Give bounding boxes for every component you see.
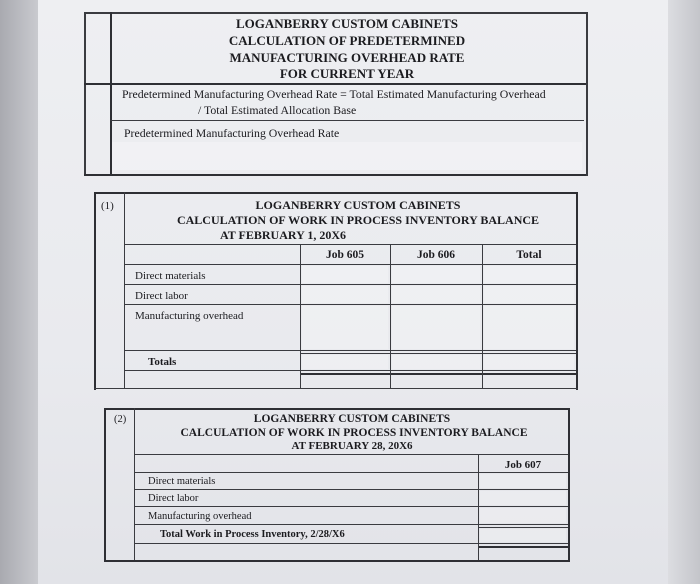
input-total-moh[interactable] (484, 306, 574, 349)
input-grand-total[interactable] (484, 355, 574, 369)
input-job605-dl[interactable] (302, 286, 388, 303)
section1-title-line-1: LOGANBERRY CUSTOM CABINETS (235, 16, 459, 31)
section1-title-line-3: MANUFACTURING OVERHEAD RATE (229, 50, 465, 65)
section1-title-line-2: CALCULATION OF PREDETERMINED (228, 33, 466, 48)
section3-title-line-3: AT FEBRUARY 28, 20X6 (291, 440, 413, 452)
input-job607-moh[interactable] (480, 508, 566, 523)
column-job-605: Job 605 (325, 249, 365, 261)
row-direct-labor: Direct labor (135, 290, 188, 302)
row-manufacturing-overhead-feb28: Manufacturing overhead (148, 511, 252, 522)
column-job-606: Job 606 (416, 249, 456, 261)
row-direct-labor-feb28: Direct labor (148, 493, 199, 504)
input-job605-moh[interactable] (302, 306, 388, 349)
section2-title-line-3: AT FEBRUARY 1, 20X6 (219, 228, 347, 242)
input-job606-total[interactable] (392, 355, 480, 369)
column-job-607: Job 607 (504, 459, 542, 471)
rate-label: Predetermined Manufacturing Overhead Rate (124, 126, 340, 140)
row-totals: Totals (148, 356, 177, 368)
row-direct-materials: Direct materials (135, 270, 206, 282)
input-job606-dm[interactable] (392, 266, 480, 283)
section2-number: (1) (101, 200, 114, 212)
rate-answer-field[interactable] (112, 142, 582, 170)
input-job607-total[interactable] (480, 529, 566, 542)
background-right (668, 0, 700, 584)
background-left (0, 0, 38, 584)
section1-title-line-4: FOR CURRENT YEAR (279, 66, 415, 81)
row-total-wip-feb28: Total Work in Process Inventory, 2/28/X6 (160, 529, 345, 540)
section2-title-line-1: LOGANBERRY CUSTOM CABINETS (255, 198, 461, 212)
section3-title-line-2: CALCULATION OF WORK IN PROCESS INVENTORY BALANCE (180, 427, 528, 439)
section2-title-line-2: CALCULATION OF WORK IN PROCESS INVENTORY BALANCE (176, 213, 540, 227)
row-manufacturing-overhead: Manufacturing overhead (135, 310, 244, 322)
rate-formula-line-2: / Total Estimated Allocation Base (198, 103, 357, 117)
input-job607-dm[interactable] (480, 474, 566, 488)
rate-formula-line-1: Predetermined Manufacturing Overhead Rate = Total Estimated Manufacturing Overhead (122, 87, 546, 101)
input-job607-dl[interactable] (480, 491, 566, 505)
input-job606-moh[interactable] (392, 306, 480, 349)
input-job606-dl[interactable] (392, 286, 480, 303)
column-total: Total (516, 249, 542, 261)
input-total-dm[interactable] (484, 266, 574, 283)
input-job605-total[interactable] (302, 355, 388, 369)
input-total-dl[interactable] (484, 286, 574, 303)
row-direct-materials-feb28: Direct materials (148, 476, 216, 487)
section3-number: (2) (114, 414, 127, 425)
section3-title-line-1: LOGANBERRY CUSTOM CABINETS (253, 413, 451, 425)
input-job605-dm[interactable] (302, 266, 388, 283)
